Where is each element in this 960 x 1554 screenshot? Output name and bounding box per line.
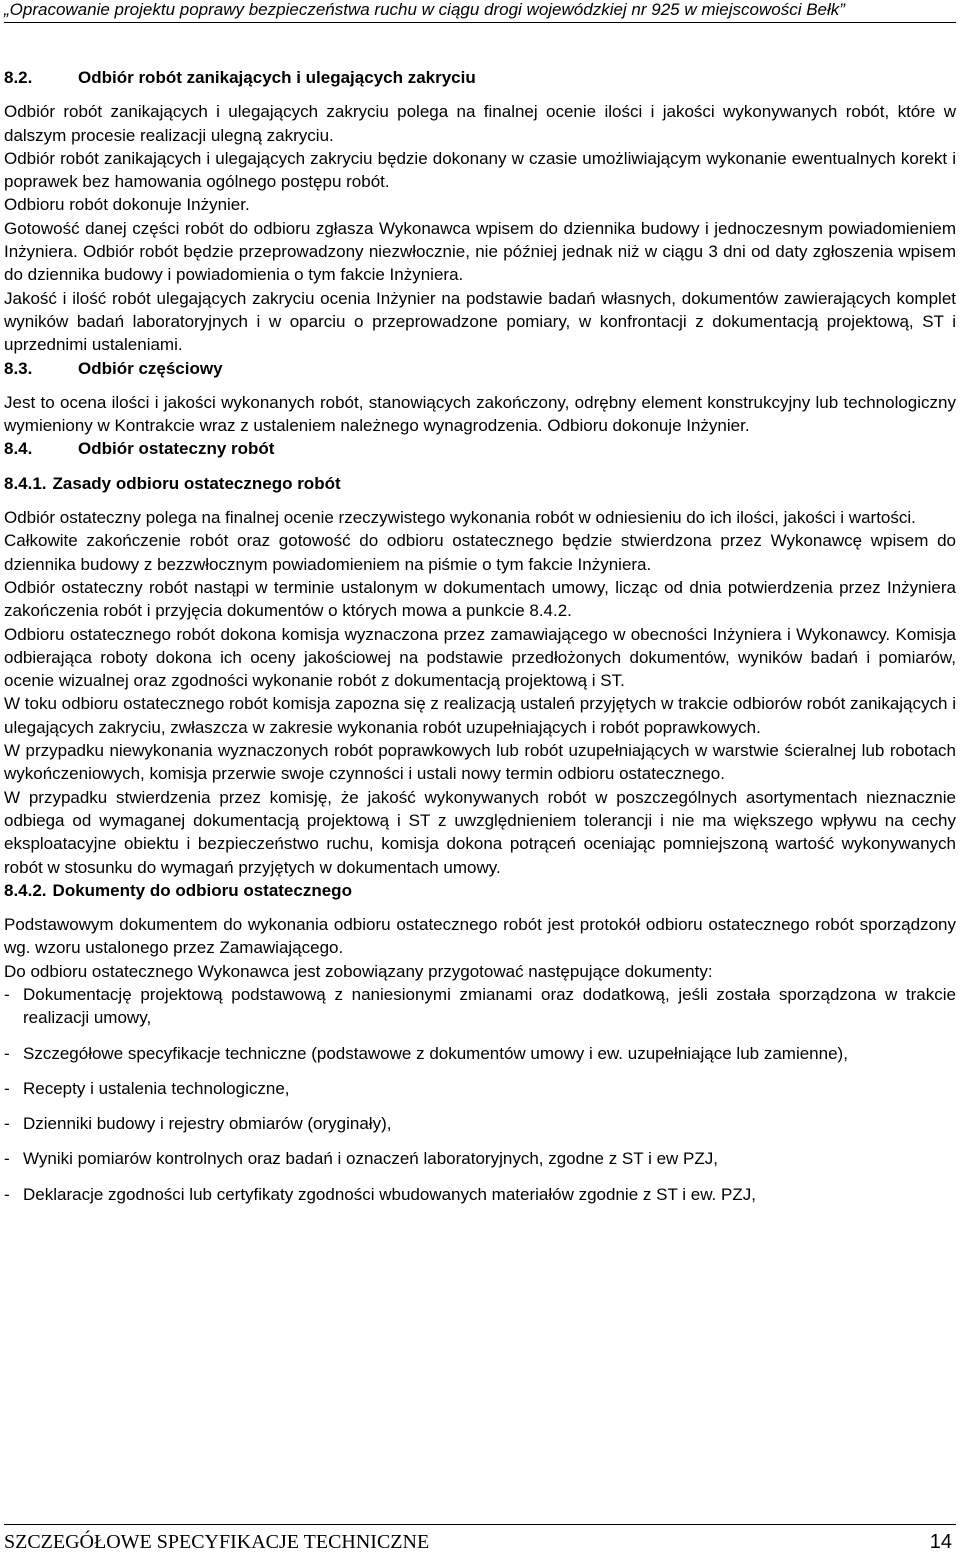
paragraph: Odbiór ostateczny polega na finalnej ocenie rzeczywistego wykonania robót w odniesieniu do ich ilości, jakości i wartości. bbox=[4, 508, 916, 528]
section-number: 8.2. bbox=[4, 68, 33, 87]
page-number: 14 bbox=[929, 1531, 952, 1553]
section-heading-8-4 bbox=[4, 437, 956, 460]
list-item: - Dokumentację projektową podstawową z naniesionymi zmianami oraz dodatkową, jeśli została sporządzona w trakcie realizacji umowy, bbox=[4, 983, 956, 1030]
list-item-text: Szczegółowe specyfikacje techniczne (podstawowe z dokumentów umowy i ew. uzupełniające lub zamienne), bbox=[23, 1043, 848, 1063]
section-heading-8-2 bbox=[4, 66, 956, 89]
list-item-text: Recepty i ustalenia technologiczne, bbox=[23, 1078, 290, 1098]
paragraph: W przypadku stwierdzenia przez komisję, że jakość wykonywanych robót w poszczególnych asortymentach nieznacznie odbiega od wymaganej dokumentacją projektową i ST z uwzględnieniem tolerancji i nie ma większego wpływu na cechy eksploatacyjne obiektu i bezpieczeństwo ruchu, komisja dokona potrąceń oceniając pomniejszoną wartość wykonywanych robót w stosunku do wymagań przyjętych w dokumentach umowy. bbox=[4, 787, 956, 877]
paragraph: Gotowość danej części robót do odbioru zgłasza Wykonawca wpisem do dziennika budowy i jednoczesnym powiadomieniem Inżyniera. Odbiór robót będzie przeprowadzony niezwłocznie, nie później jednak niż w ciągu 3 dni od daty zgłoszenia wpisem do dziennika budowy i powiadomienia o tym fakcie Inżyniera. bbox=[4, 218, 956, 285]
section-title: Odbiór częściowy bbox=[78, 358, 223, 378]
paragraph: W przypadku niewykonania wyznaczonych robót poprawkowych lub robót uzupełniających w warstwie ścieralnej lub robotach wykończeniowych, komisja przerwie swoje czynności i ustali nowy termin odbioru ostatecznego. bbox=[4, 741, 956, 784]
section-number: 8.4. bbox=[4, 439, 33, 459]
paragraph: Odbiór ostateczny robót nastąpi w terminie ustalonym w dokumentach umowy, licząc od dnia potwierdzenia przez Inżyniera zakończenia robót i przyjęcia dokumentów o których mowa a punkcie 8.4.2. bbox=[4, 577, 956, 621]
list-item: - Dzienniki budowy i rejestry obmiarów (oryginały), bbox=[4, 1112, 956, 1135]
footer-document-title: SZCZEGÓŁOWE SPECYFIKACJE TECHNICZNE bbox=[4, 1531, 430, 1553]
list-item: - Recepty i ustalenia technologiczne, bbox=[4, 1077, 956, 1100]
section-number: 8.4.1. bbox=[4, 473, 47, 493]
running-header-title: „Opracowanie projektu poprawy bezpieczeństwa ruchu w ciągu drogi wojewódzkiej nr 925 w miejscowości Bełk” bbox=[4, 0, 845, 19]
section-title: Dokumenty do odbioru ostatecznego bbox=[52, 880, 352, 900]
list-item: - Wyniki pomiarów kontrolnych oraz badań i oznaczeń laboratoryjnych, zgodne z ST i ew PZJ, bbox=[4, 1147, 956, 1170]
section-title: Odbiór robót zanikających i ulegających zakryciu bbox=[78, 68, 476, 87]
list-item: - Szczegółowe specyfikacje techniczne (podstawowe z dokumentów umowy i ew. uzupełniające lub zamienne), bbox=[4, 1042, 956, 1065]
paragraph: Odbiór robót zanikających i ulegających zakryciu polega na finalnej ocenie ilości i jakości wykonywanych robót, które w dalszym procesie realizacji ulegną zakryciu. bbox=[4, 102, 956, 145]
list-item-text: Dokumentację projektową podstawową z naniesionymi zmianami oraz dodatkową, jeśli została sporządzona w trakcie realizacji umowy, bbox=[23, 984, 956, 1028]
paragraph: Odbioru robót dokonuje Inżynier. bbox=[4, 195, 250, 215]
paragraph: W toku odbioru ostatecznego robót komisja zapozna się z realizacją ustaleń przyjętych w trakcie odbiorów robót zanikających i ulegających zakryciu, zwłaszcza w zakresie wykonania robót uzupełniających i robót poprawkowych. bbox=[4, 694, 956, 737]
paragraph: Odbiór robót zanikających i ulegających zakryciu będzie dokonany w czasie umożliwiającym wykonanie ewentualnych korekt i poprawek bez hamowania ogólnego postępu robót. bbox=[4, 148, 956, 192]
paragraph: Jest to ocena ilości i jakości wykonanych robót, stanowiących zakończony, odrębny element konstrukcyjny lub technologiczny wymieniony w Kontrakcie wraz z ustaleniem należnego wynagrodzenia. Odbioru dokonuje Inżynier. bbox=[4, 392, 956, 436]
paragraph: Podstawowym dokumentem do wykonania odbioru ostatecznego robót jest protokół odbioru ostatecznego robót sporządzony wg. wzoru ustalonego przez Zamawiającego. bbox=[4, 915, 956, 958]
section-heading-8-4-1 bbox=[4, 472, 956, 495]
paragraph: Całkowite zakończenie robót oraz gotowość do odbioru ostatecznego będzie stwierdzona przez Wykonawcę wpisem do dziennika budowy z bezzwłocznym powiadomieniem na piśmie o tym fakcie Inżyniera. bbox=[4, 531, 956, 574]
paragraph: Odbioru ostatecznego robót dokona komisja wyznaczona przez zamawiającego w obecności Inżyniera i Wykonawcy. Komisja odbierająca roboty dokona ich oceny jakościowej na podstawie przedłożonych dokumentów, wyników badań i pomiarów, ocenie wizualnej oraz zgodności wykonanie robót z dokumentacją projektową i ST. bbox=[4, 624, 956, 691]
section-heading-8-4-2 bbox=[4, 879, 956, 902]
document-body bbox=[4, 66, 956, 1218]
running-header bbox=[4, 0, 956, 23]
paragraph: Jakość i ilość robót ulegających zakryciu ocenia Inżynier na podstawie badań własnych, dokumentów zawierających komplet wyników badań laboratoryjnych i w oparciu o przeprowadzone pomiary, w konfrontacji z dokumentacją projektową, ST i uprzednimi ustaleniami. bbox=[4, 288, 956, 355]
list-item: - Deklaracje zgodności lub certyfikaty zgodności wbudowanych materiałów zgodnie z ST i ew. PZJ, bbox=[4, 1183, 956, 1206]
section-title: Zasady odbioru ostatecznego robót bbox=[52, 473, 341, 493]
paragraph: Do odbioru ostatecznego Wykonawca jest zobowiązany przygotować następujące dokumenty: bbox=[4, 961, 713, 981]
list-item-text: Dzienniki budowy i rejestry obmiarów (oryginały), bbox=[23, 1114, 392, 1134]
section-number: 8.3. bbox=[4, 358, 33, 378]
page-footer bbox=[4, 1524, 956, 1553]
list-item-text: Wyniki pomiarów kontrolnych oraz badań i oznaczeń laboratoryjnych, zgodne z ST i ew PZJ, bbox=[23, 1149, 718, 1169]
section-heading-8-3 bbox=[4, 357, 956, 380]
document-list bbox=[4, 983, 956, 1206]
list-item-text: Deklaracje zgodności lub certyfikaty zgodności wbudowanych materiałów zgodnie z ST i ew. PZJ, bbox=[23, 1184, 756, 1204]
section-number: 8.4.2. bbox=[4, 880, 47, 900]
section-title: Odbiór ostateczny robót bbox=[78, 439, 275, 459]
